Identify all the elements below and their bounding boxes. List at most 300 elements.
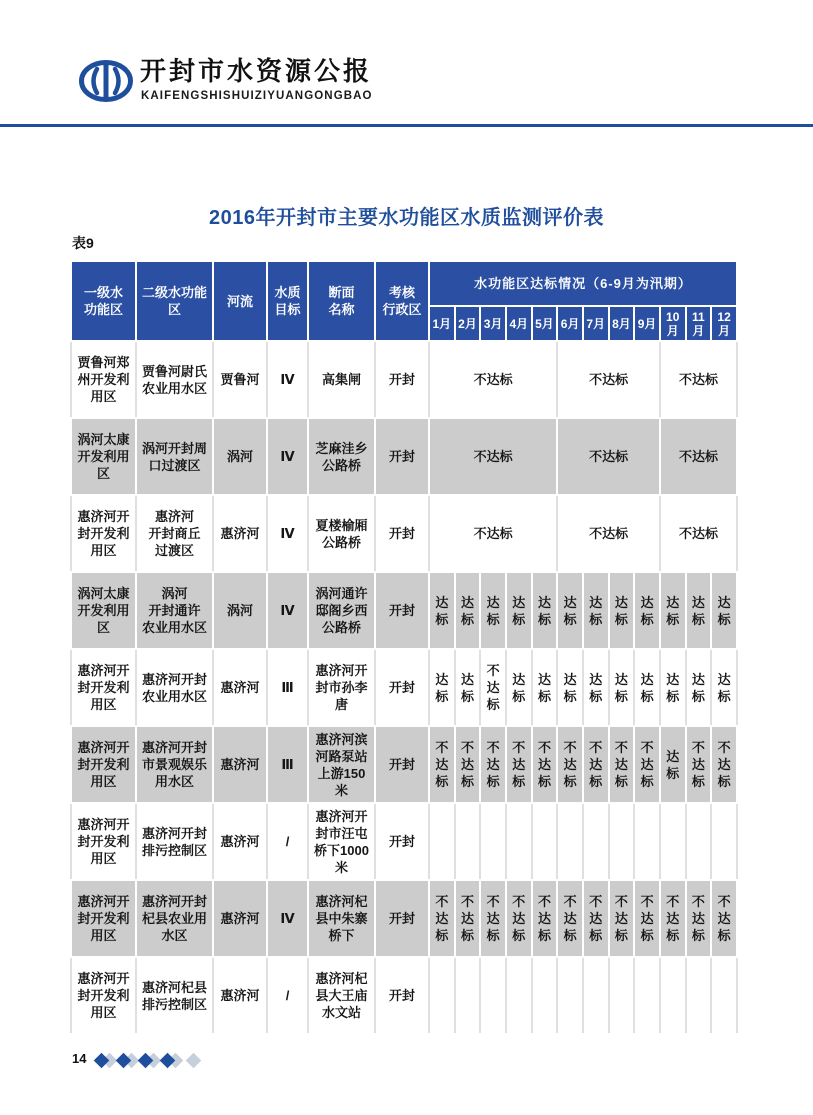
status-text: 达标 (614, 594, 628, 627)
month-label: 4月 (509, 316, 529, 331)
month-label: 11月 (692, 309, 705, 338)
cell-text-line: 涡河 (161, 586, 188, 601)
quality-target-cell: Ⅳ (267, 880, 308, 957)
status-month-cell (634, 649, 660, 726)
status-month-cell (711, 649, 737, 726)
table-title: 2016年开封市主要水功能区水质监测评价表 (209, 207, 604, 229)
bulletin-subtitle: KAIFENGSHISHUIZIYUANGONGBAO (141, 90, 373, 102)
cell-text-line: 贾鲁河郑 (77, 355, 130, 370)
status-text: 不达标 (589, 894, 603, 943)
column-header-quality-target (267, 261, 308, 341)
page-number: 14 (72, 1051, 87, 1066)
month-label: 12月 (717, 309, 731, 338)
cell-text-line: 惠济河杞 (315, 971, 368, 986)
table-row (71, 418, 737, 495)
month-label: 5月 (535, 316, 554, 331)
status-text: 不达标 (640, 740, 654, 789)
page-ornament (92, 1052, 202, 1068)
section-name-cell (308, 649, 375, 726)
column-header-compliance-status: 水功能区达标情况（6-9月为汛期） (429, 261, 737, 306)
status-month-cell (609, 880, 635, 957)
status-month-cell (634, 726, 660, 803)
status-text: 不达标 (537, 740, 551, 789)
status-month-cell-empty (711, 803, 737, 880)
column-header-secondary-zone (136, 261, 213, 341)
admin-region-cell: 开封 (375, 880, 429, 957)
status-text: 达标 (614, 671, 628, 704)
status-month-cell-empty (557, 803, 583, 880)
cell-text-line: 用区 (90, 389, 117, 404)
status-month-cell (480, 572, 506, 649)
status-text: 不达标 (486, 740, 500, 789)
cell-text-line: 涡河太康 (77, 586, 130, 601)
cell-text-line: 封开发利 (77, 680, 130, 695)
cell-text-line: 惠济河开 (77, 740, 130, 755)
cell-text-line: 桥下 (328, 928, 355, 943)
status-month-cell-empty (429, 957, 455, 1034)
status-group-cell: 不达标 (557, 418, 660, 495)
status-text: 不达标 (691, 894, 705, 943)
month-label: 10月 (666, 309, 680, 338)
header-row (71, 261, 737, 306)
cell-text-line: 封开发利 (77, 526, 130, 541)
status-month-cell-empty (532, 803, 558, 880)
status-month-cell-empty (583, 957, 609, 1034)
quality-target-cell: / (267, 957, 308, 1034)
primary-zone-cell (71, 649, 136, 726)
month-header (609, 306, 635, 341)
primary-zone-cell (71, 418, 136, 495)
cell-text-line: 农业用水区 (141, 620, 207, 635)
status-month-cell (686, 880, 712, 957)
status-text: 达标 (460, 594, 474, 627)
cell-text-line: 邸阁乡西 (315, 603, 368, 618)
cell-text-line: 惠济河杞 (315, 894, 368, 909)
status-text: 达标 (460, 671, 474, 704)
status-month-cell-empty (634, 803, 660, 880)
header-divider (0, 124, 813, 127)
status-month-cell (557, 572, 583, 649)
river-cell: 惠济河 (213, 803, 267, 880)
cell-text-line: 惠济河开 (77, 509, 130, 524)
status-text: 达标 (537, 671, 551, 704)
logo-left-arc (94, 69, 98, 93)
diamond-ornament-icon (186, 1053, 202, 1069)
cell-text-line: 惠济河开 (315, 663, 368, 678)
primary-zone-cell (71, 957, 136, 1034)
primary-zone-cell (71, 341, 136, 418)
month-header (634, 306, 660, 341)
status-month-cell (429, 726, 455, 803)
cell-text-line: 农业用水区 (141, 380, 207, 396)
status-month-cell-empty (686, 957, 712, 1034)
cell-text-line: 用区 (90, 1005, 117, 1020)
status-month-cell (532, 572, 558, 649)
status-month-cell (532, 649, 558, 726)
admin-region-cell: 开封 (375, 572, 429, 649)
cell-text-line: 惠济河杞县 (141, 979, 207, 995)
header-line: 二级水功能 (141, 285, 207, 300)
month-label: 8月 (612, 316, 631, 331)
status-text: 不达标 (512, 894, 526, 943)
status-text: 不达标 (614, 740, 628, 789)
cell-text-line: 用区 (90, 851, 117, 866)
cell-text-line: 贾鲁河尉氏 (141, 363, 207, 379)
status-text: 达标 (640, 594, 654, 627)
header-line: 水质 (274, 285, 301, 300)
table-row (71, 803, 737, 880)
section-name-cell (308, 880, 375, 957)
header-line: 区 (167, 302, 181, 317)
month-header (686, 306, 712, 341)
status-text: 达标 (486, 594, 500, 627)
secondary-zone-cell (136, 495, 213, 572)
header-line: 名称 (328, 302, 355, 317)
status-month-cell (455, 572, 481, 649)
status-group-cell: 不达标 (557, 495, 660, 572)
secondary-zone-cell (136, 572, 213, 649)
status-month-cell (480, 880, 506, 957)
cell-text-line: 过渡区 (154, 543, 194, 558)
status-text: 达标 (537, 594, 551, 627)
status-text: 不达标 (537, 894, 551, 943)
status-text: 不达标 (486, 663, 500, 712)
cell-text-line: 封开发利 (77, 757, 130, 772)
status-month-cell (455, 726, 481, 803)
status-month-cell (429, 572, 455, 649)
status-text: 不达标 (666, 894, 680, 943)
cell-text-line: 开封商丘 (148, 526, 201, 541)
month-header (660, 306, 686, 341)
month-header (532, 306, 558, 341)
status-month-cell (455, 649, 481, 726)
status-text: 不达标 (691, 740, 705, 789)
cell-text-line: 高集闸 (321, 372, 361, 387)
cell-text-line: 县中朱寨 (315, 911, 368, 926)
status-month-cell-empty (455, 957, 481, 1034)
status-month-cell (506, 572, 532, 649)
month-label: 7月 (586, 316, 606, 331)
status-month-cell-empty (711, 957, 737, 1034)
cell-text-line: 开发利用 (77, 603, 130, 618)
cell-text-line: 惠济河开封 (141, 740, 207, 755)
quality-target-cell: Ⅳ (267, 572, 308, 649)
status-month-cell (711, 880, 737, 957)
status-text: 达标 (666, 594, 680, 627)
status-month-cell-empty (686, 803, 712, 880)
month-label: 6月 (560, 316, 580, 331)
status-text: 不达标 (563, 894, 577, 943)
month-header (557, 306, 583, 341)
cell-text-line: 惠济河开封 (141, 825, 207, 841)
status-text: 不达标 (460, 894, 474, 943)
status-text: 不达标 (435, 740, 449, 789)
cell-text-line: 排污控制区 (141, 996, 207, 1012)
status-group-cell: 不达标 (429, 495, 557, 572)
river-cell: 惠济河 (213, 880, 267, 957)
status-month-cell (686, 726, 712, 803)
primary-zone-cell (71, 880, 136, 957)
status-month-cell (660, 880, 686, 957)
cell-text-line: 排污控制区 (141, 842, 207, 858)
month-header (506, 306, 532, 341)
primary-zone-cell (71, 495, 136, 572)
cell-text-line: 公路桥 (321, 620, 361, 635)
cell-text-line: 芝麻洼乡 (315, 440, 368, 456)
status-month-cell (429, 880, 455, 957)
cell-text-line: 县大王庙 (315, 988, 368, 1003)
status-text: 达标 (563, 594, 577, 627)
status-month-cell (660, 726, 686, 803)
cell-text-line: 杞县农业用 (141, 911, 207, 926)
header-line: 一级水 (83, 285, 123, 300)
status-group-cell: 不达标 (660, 418, 737, 495)
cell-text-line: 州开发利 (77, 372, 130, 387)
status-month-cell-empty (480, 957, 506, 1034)
header-line: 目标 (274, 302, 301, 317)
status-group-cell: 不达标 (660, 495, 737, 572)
cell-text-line: 涡河开封周 (141, 440, 207, 456)
admin-region-cell: 开封 (375, 495, 429, 572)
cell-text-line: 惠济河开 (77, 663, 130, 678)
status-text: 达标 (589, 671, 603, 704)
column-header-river (213, 261, 267, 341)
table-row (71, 726, 737, 803)
section-name-cell (308, 341, 375, 418)
cell-text-line: 区 (96, 620, 110, 635)
admin-region-cell: 开封 (375, 957, 429, 1034)
month-label: 9月 (637, 316, 657, 331)
quality-target-cell: Ⅲ (267, 649, 308, 726)
table-row (71, 957, 737, 1034)
status-month-cell-empty (455, 803, 481, 880)
status-month-cell (609, 649, 635, 726)
quality-target-cell: Ⅳ (267, 495, 308, 572)
cell-text-line: 米 (334, 859, 348, 875)
status-month-cell-empty (506, 803, 532, 880)
cell-text-line: 用水区 (154, 774, 194, 789)
status-text: 不达标 (589, 740, 603, 789)
status-group-cell: 不达标 (429, 418, 557, 495)
status-month-cell-empty (660, 803, 686, 880)
admin-region-cell: 开封 (375, 803, 429, 880)
secondary-zone-cell (136, 418, 213, 495)
status-text: 达标 (512, 671, 526, 704)
status-month-cell (429, 649, 455, 726)
status-month-cell-empty (506, 957, 532, 1034)
column-header-section-name (308, 261, 375, 341)
status-text: 不达标 (614, 894, 628, 943)
quality-target-cell: Ⅳ (267, 418, 308, 495)
logo-right-arc (115, 69, 119, 93)
status-month-cell (711, 726, 737, 803)
status-text: 不达标 (435, 894, 449, 943)
cell-text-line: 公路桥 (321, 457, 361, 473)
quality-target-cell: Ⅲ (267, 726, 308, 803)
cell-text-line: 用区 (90, 697, 117, 712)
status-month-cell (583, 726, 609, 803)
status-group-cell: 不达标 (660, 341, 737, 418)
cell-text-line: 用区 (90, 774, 117, 789)
status-month-cell (480, 649, 506, 726)
water-quality-table (70, 260, 738, 1035)
month-header (429, 306, 455, 341)
status-month-cell (557, 649, 583, 726)
status-month-cell-empty (557, 957, 583, 1034)
month-header (583, 306, 609, 341)
status-month-cell-empty (660, 957, 686, 1034)
status-text: 达标 (435, 671, 449, 704)
cell-text-line: 水区 (161, 928, 188, 943)
cell-text-line: 开封通许 (148, 603, 201, 618)
primary-zone-cell (71, 803, 136, 880)
status-month-cell (506, 649, 532, 726)
status-month-cell-empty (609, 803, 635, 880)
quality-target-cell: / (267, 803, 308, 880)
secondary-zone-cell (136, 957, 213, 1034)
month-label: 1月 (432, 316, 452, 331)
cell-text-line: 用区 (90, 928, 117, 943)
status-text: 不达标 (460, 740, 474, 789)
table-row (71, 880, 737, 957)
status-month-cell (686, 649, 712, 726)
bulletin-title: 开封市水资源公报 (140, 56, 373, 86)
status-text: 不达标 (512, 740, 526, 789)
section-name-cell (308, 957, 375, 1034)
river-cell: 惠济河 (213, 495, 267, 572)
month-header (711, 306, 737, 341)
status-month-cell (660, 649, 686, 726)
admin-region-cell: 开封 (375, 418, 429, 495)
cell-text-line: 米 (334, 782, 348, 798)
header-line: 河流 (226, 293, 253, 309)
status-month-cell (583, 880, 609, 957)
cell-text-line: 封市汪屯 (315, 825, 368, 841)
cell-text-line: 水文站 (321, 1005, 361, 1020)
cell-text-line: 封开发利 (77, 911, 130, 926)
cell-text-line: 惠济河滨 (315, 731, 368, 747)
river-cell: 惠济河 (213, 957, 267, 1034)
status-text: 不达标 (486, 894, 500, 943)
primary-zone-cell (71, 572, 136, 649)
status-month-cell (686, 572, 712, 649)
cell-text-line: 涡河通许 (315, 586, 368, 601)
cell-text-line: 唐 (334, 697, 348, 712)
status-group-cell: 不达标 (557, 341, 660, 418)
status-text: 达标 (640, 671, 654, 704)
cell-text-line: 涡河太康 (77, 432, 130, 447)
status-month-cell (609, 572, 635, 649)
status-month-cell (480, 726, 506, 803)
cell-text-line: 惠济河开 (77, 817, 130, 832)
status-text: 达标 (512, 594, 526, 627)
cell-text-line: 公路桥 (321, 534, 361, 550)
header-line: 功能区 (83, 302, 123, 317)
cell-text-line: 用区 (90, 543, 117, 558)
secondary-zone-cell (136, 880, 213, 957)
logo-center-bar (104, 65, 109, 97)
admin-region-cell: 开封 (375, 726, 429, 803)
table-label: 表9 (72, 235, 94, 251)
status-text: 达标 (589, 594, 603, 627)
column-header-admin-region (375, 261, 429, 341)
month-header (480, 306, 506, 341)
cell-text-line: 口过渡区 (148, 457, 201, 473)
cell-text-line: 惠济河开 (77, 894, 130, 909)
header-line: 行政区 (382, 302, 422, 317)
cell-text-line: 河路泵站 (315, 748, 368, 764)
status-month-cell (634, 880, 660, 957)
cell-text-line: 区 (96, 466, 110, 481)
table-row (71, 572, 737, 649)
status-text: 不达标 (717, 740, 731, 789)
cell-text-line: 农业用水区 (141, 688, 207, 704)
secondary-zone-cell (136, 803, 213, 880)
table-row (71, 649, 737, 726)
column-header-primary-zone (71, 261, 136, 341)
status-month-cell (506, 726, 532, 803)
status-group-cell: 不达标 (429, 341, 557, 418)
status-month-cell-empty (480, 803, 506, 880)
table-body (71, 341, 737, 1034)
status-text: 不达标 (717, 894, 731, 943)
table-row (71, 341, 737, 418)
header-line: 断面 (328, 285, 355, 300)
month-header (455, 306, 481, 341)
status-month-cell (455, 880, 481, 957)
status-month-cell-empty (429, 803, 455, 880)
status-month-cell (532, 726, 558, 803)
month-label: 3月 (483, 316, 503, 331)
river-cell: 惠济河 (213, 726, 267, 803)
section-name-cell (308, 495, 375, 572)
status-text: 不达标 (563, 740, 577, 789)
cell-text-line: 惠济河开 (315, 808, 368, 824)
status-text: 达标 (717, 594, 731, 627)
status-text: 达标 (691, 594, 705, 627)
status-month-cell (583, 572, 609, 649)
cell-text-line: 夏楼榆厢 (315, 517, 368, 533)
status-month-cell-empty (634, 957, 660, 1034)
section-name-cell (308, 803, 375, 880)
primary-zone-cell (71, 726, 136, 803)
cell-text-line: 开发利用 (77, 449, 130, 464)
admin-region-cell: 开封 (375, 649, 429, 726)
status-text: 达标 (691, 671, 705, 704)
month-label: 2月 (458, 316, 477, 331)
status-month-cell-empty (609, 957, 635, 1034)
section-name-cell (308, 418, 375, 495)
river-cell: 贾鲁河 (213, 341, 267, 418)
river-cell: 涡河 (213, 418, 267, 495)
cell-text-line: 惠济河开 (77, 971, 130, 986)
status-month-cell (532, 880, 558, 957)
cell-text-line: 桥下1000 (314, 842, 369, 858)
status-month-cell (583, 649, 609, 726)
secondary-zone-cell (136, 726, 213, 803)
table-row (71, 495, 737, 572)
status-month-cell (506, 880, 532, 957)
status-text: 达标 (666, 671, 680, 704)
secondary-zone-cell (136, 649, 213, 726)
status-month-cell (557, 726, 583, 803)
status-text: 不达标 (640, 894, 654, 943)
section-name-cell (308, 572, 375, 649)
cell-text-line: 惠济河开封 (141, 894, 207, 909)
cell-text-line: 封开发利 (77, 834, 130, 849)
status-text: 达标 (666, 748, 680, 781)
quality-target-cell: Ⅳ (267, 341, 308, 418)
